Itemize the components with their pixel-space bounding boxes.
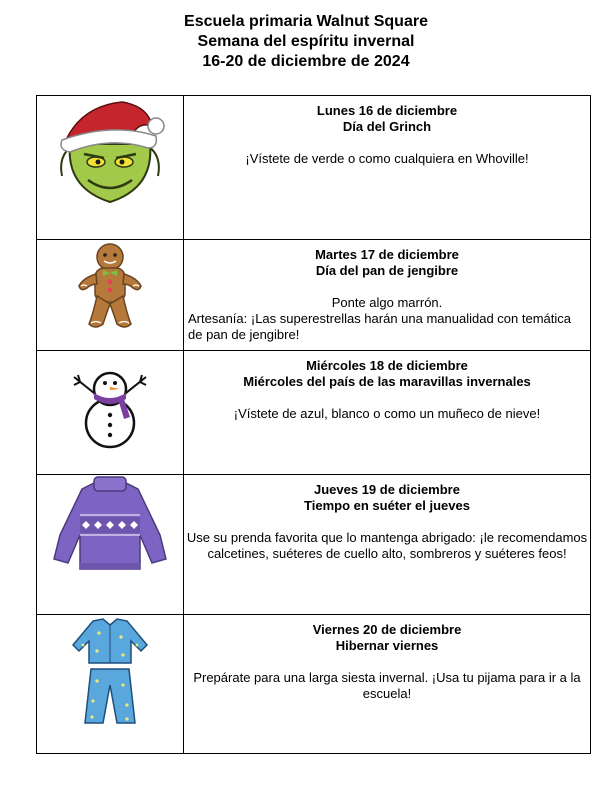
image-cell: [37, 351, 184, 475]
snowman-icon: [60, 351, 160, 451]
table-row: [37, 240, 591, 351]
event-dates: 16-20 de diciembre de 2024: [202, 53, 410, 70]
page-header: [0, 12, 612, 72]
day-cell: [184, 240, 591, 351]
day-theme: Tiempo en suéter el jueves: [304, 498, 470, 513]
day-cell: [184, 615, 591, 754]
day-cell: [184, 351, 591, 475]
day-theme: Miércoles del país de las maravillas invernales: [243, 374, 531, 389]
pajamas-icon: [65, 615, 155, 727]
day-date: Viernes 20 de diciembre: [312, 622, 462, 637]
day-theme: Día del pan de jengibre: [315, 263, 459, 278]
image-cell: [37, 240, 184, 351]
day-theme: Hibernar viernes: [335, 638, 439, 653]
table-row: [37, 351, 591, 475]
grinch-icon: [52, 96, 168, 208]
day-theme: Día del Grinch: [342, 119, 432, 134]
table-row: [37, 96, 591, 240]
day-instructions: Prepárate para una larga siesta invernal. ¡Usa tu pijama para ir a la escuela!: [193, 670, 581, 701]
event-title: Semana del espíritu invernal: [197, 33, 415, 50]
table-row: [37, 615, 591, 754]
day-instructions: ¡Vístete de verde o como cualquiera en Whoville!: [245, 151, 529, 166]
day-craft-note: Artesanía: ¡Las superestrellas harán una manualidad con temática de pan de jengibre!: [188, 311, 571, 342]
day-cell: [184, 96, 591, 240]
day-cell: [184, 475, 591, 615]
day-date: Lunes 16 de diciembre: [316, 103, 458, 118]
school-name: Escuela primaria Walnut Square: [184, 13, 428, 30]
day-date: Miércoles 18 de diciembre: [306, 358, 468, 373]
sweater-icon: [48, 475, 172, 575]
day-instructions: Use su prenda favorita que lo mantenga abrigado: ¡le recomendamos calcetines, suéteres de cuello alto, sombreros y suéteres feos!: [186, 530, 588, 561]
image-cell: [37, 96, 184, 240]
schedule-table: [36, 95, 591, 754]
day-instructions: ¡Vístete de azul, blanco o como un muñeco de nieve!: [233, 406, 541, 421]
table-row: [37, 475, 591, 615]
day-date: Martes 17 de diciembre: [315, 247, 459, 262]
gingerbread-man-icon: [75, 240, 145, 332]
day-instructions: Ponte algo marrón.: [331, 295, 443, 310]
image-cell: [37, 475, 184, 615]
image-cell: [37, 615, 184, 754]
day-date: Jueves 19 de diciembre: [314, 482, 460, 497]
